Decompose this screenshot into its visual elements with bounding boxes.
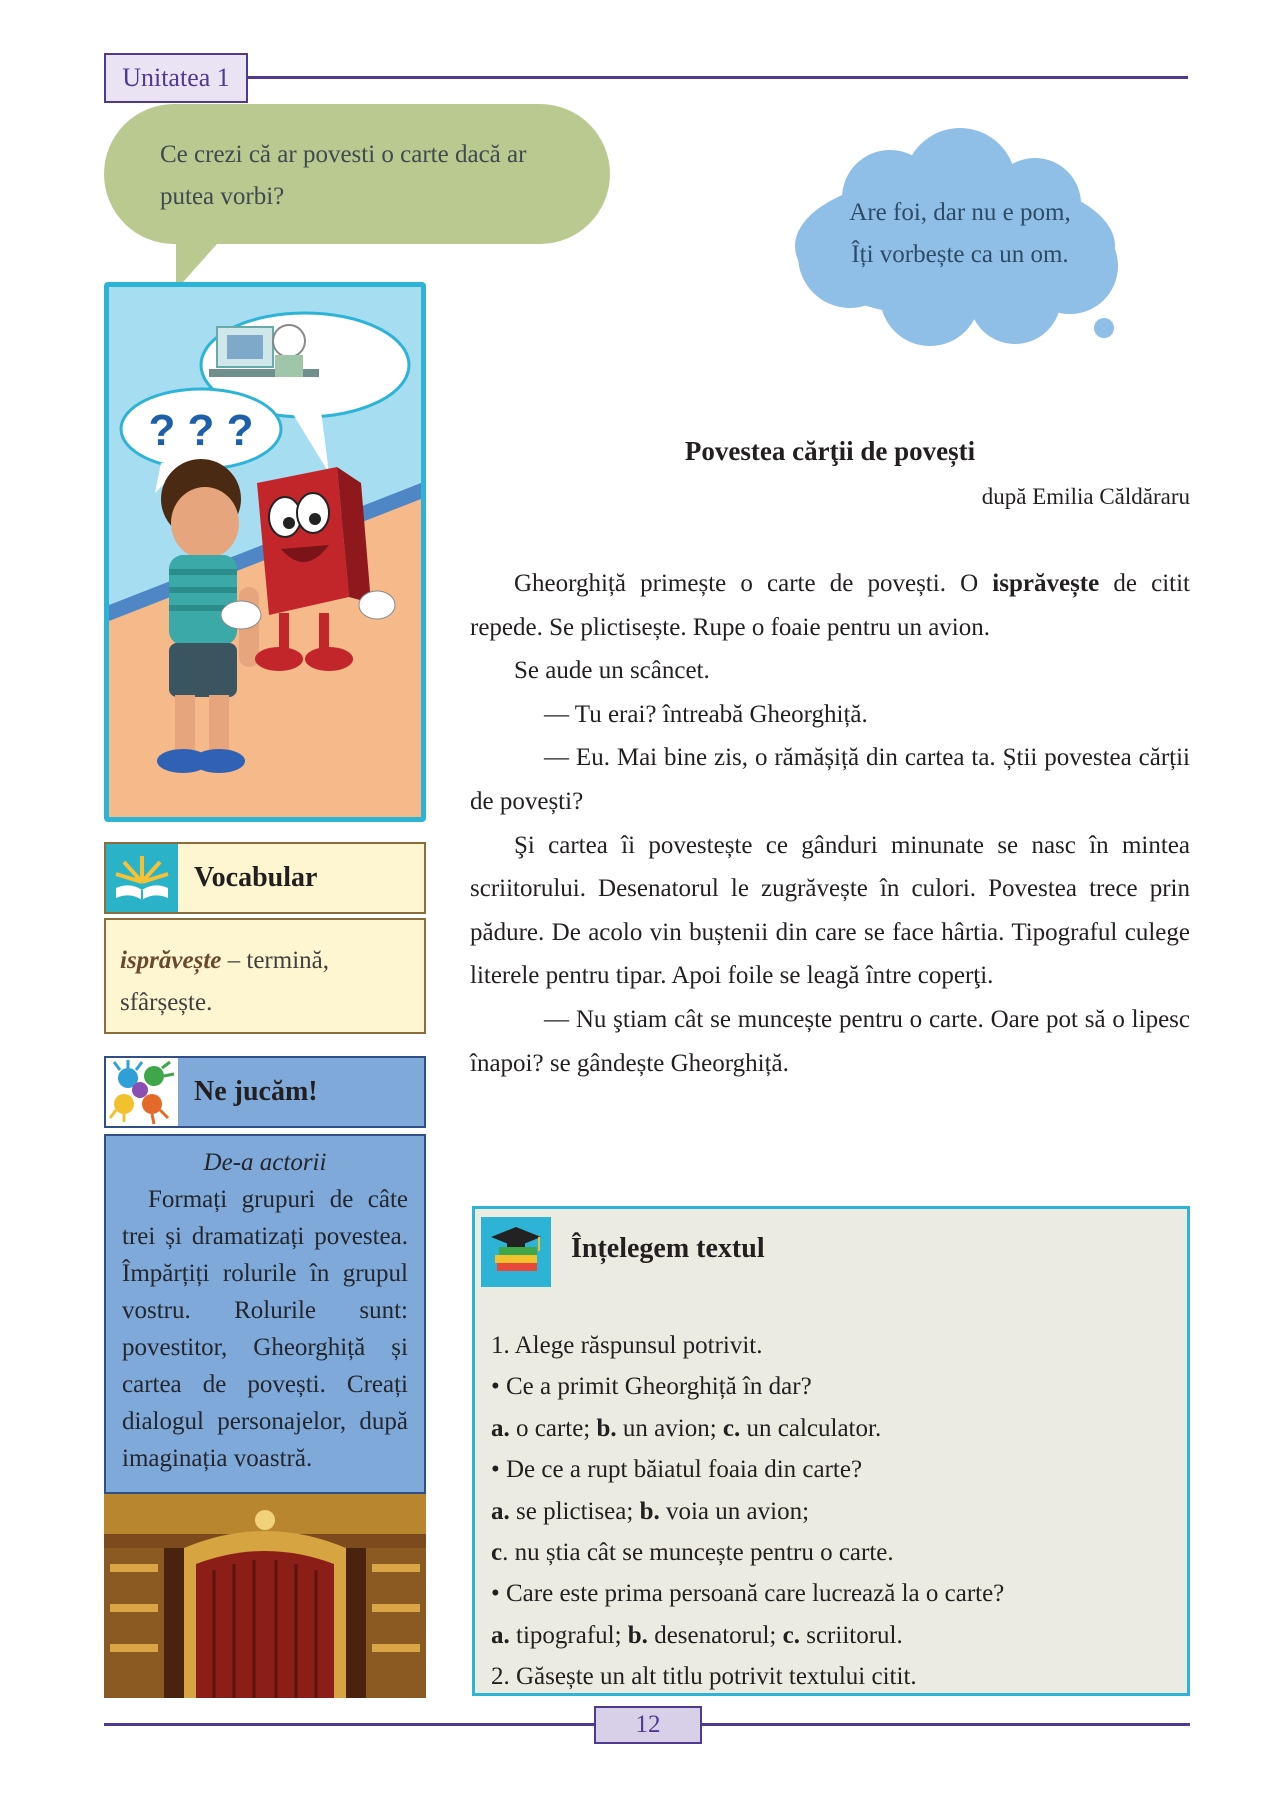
vocabulary-header bbox=[104, 842, 426, 914]
speech-bubble bbox=[104, 104, 610, 244]
question-marks: ? ? ? bbox=[148, 406, 254, 455]
answer-letter: c bbox=[491, 1539, 503, 1567]
unit-label: Unitatea 1 bbox=[122, 63, 230, 92]
story-text-run: de citit repede. Se plictisește. Rupe o foaie pentru un avion. bbox=[470, 570, 1190, 641]
story-dialog-line: — Eu. Mai bine zis, o rămășiță din cartea ta. Știi povestea cărții de povești? bbox=[470, 744, 1190, 815]
riddle-line-1: Are foi, dar nu e pom, bbox=[849, 199, 1071, 226]
answer-text: o carte; bbox=[509, 1414, 597, 1442]
story-author: după Emilia Căldăraru bbox=[981, 484, 1190, 509]
answer-text: scriitorul. bbox=[799, 1621, 903, 1649]
question-1a: • Ce a primit Gheorghiță în dar? bbox=[491, 1373, 812, 1401]
answer-letter: a. bbox=[491, 1414, 510, 1442]
question-1b: • De ce a rupt băiatul foaia din carte? bbox=[491, 1456, 863, 1484]
answer-text: desenatorul; bbox=[647, 1621, 783, 1649]
game-body bbox=[104, 1134, 426, 1494]
speech-bubble-text: Ce crezi că ar povesti o carte dacă ar putea vorbi? bbox=[160, 141, 527, 210]
answer-text: un calculator. bbox=[740, 1414, 882, 1442]
top-rule bbox=[248, 76, 1188, 79]
answer-letter: c. bbox=[722, 1414, 741, 1442]
answer-letter: b. bbox=[627, 1621, 648, 1649]
game-header bbox=[104, 1056, 426, 1128]
game-title: Ne jucăm! bbox=[194, 1076, 318, 1107]
answer-letter: a. bbox=[491, 1497, 510, 1525]
colorful-hands-icon bbox=[106, 1058, 178, 1126]
vocabulary-definition: – termină, sfârșește. bbox=[120, 947, 329, 1016]
answer-text: voia un avion; bbox=[659, 1497, 810, 1525]
answer-letter: b. bbox=[596, 1414, 617, 1442]
question-1: 1. Alege răspunsul potrivit. bbox=[491, 1332, 763, 1359]
book-sunrise-icon bbox=[106, 844, 178, 912]
story-bold-word: isprăvește bbox=[992, 570, 1100, 597]
game-subtitle: De-a actorii bbox=[203, 1149, 327, 1176]
answer-letter: b. bbox=[639, 1497, 660, 1525]
answer-text: . nu știa cât se muncește pentru o carte. bbox=[502, 1539, 894, 1567]
answer-text: un avion; bbox=[616, 1414, 723, 1442]
vocabulary-term: isprăvește bbox=[120, 947, 222, 974]
graduation-books-icon bbox=[481, 1217, 551, 1287]
unit-badge bbox=[104, 53, 248, 103]
vocabulary-title: Vocabular bbox=[194, 862, 318, 893]
boy-and-book-illustration bbox=[104, 282, 426, 822]
page-number bbox=[594, 1706, 702, 1744]
answers-1b bbox=[491, 1491, 1181, 1532]
answers-1c bbox=[491, 1615, 1181, 1656]
comprehension-questions bbox=[491, 1325, 1181, 1698]
theater-stage-image bbox=[104, 1494, 426, 1698]
answer-letter: c. bbox=[782, 1621, 800, 1649]
story-dialog-line: — Tu erai? întreabă Gheorghiță. bbox=[544, 700, 868, 728]
story-title: Povestea cărţii de povești bbox=[684, 436, 976, 466]
answer-letter: a. bbox=[491, 1621, 510, 1649]
story-dialog-line: — Nu ştiam cât se muncește pentru o carte. Oare pot să o lipesc înapoi? se gândește Gheorghiță. bbox=[470, 1005, 1190, 1077]
comprehension-box bbox=[472, 1206, 1190, 1696]
story-paragraph bbox=[470, 562, 1190, 649]
story-paragraph: Se aude un scâncet. bbox=[514, 657, 710, 685]
answer-text: tipograful; bbox=[509, 1621, 628, 1649]
answers-1b-c bbox=[491, 1532, 1181, 1573]
answer-text: se plictisea; bbox=[509, 1497, 640, 1525]
riddle-line-2: Îți vorbește ca un om. bbox=[851, 241, 1069, 268]
illustration-drawing bbox=[109, 287, 421, 817]
comprehension-title: Înțelegem textul bbox=[571, 1233, 765, 1264]
game-text: Formați grupuri de câte trei și dramatizați povestea. Împărțiți rolurile în grupul vostru. Rolurile sunt: povestitor, Gheorghiță și cartea de povești. Creați dialogul personajelor, după imaginația voastră. bbox=[122, 1186, 408, 1472]
answers-1a bbox=[491, 1408, 1181, 1449]
question-1c: • Care este prima persoană care lucrează la o carte? bbox=[491, 1580, 1005, 1608]
riddle-text bbox=[810, 192, 1110, 276]
page-number-text: 12 bbox=[635, 1711, 661, 1738]
vocabulary-body bbox=[104, 918, 426, 1034]
story-text bbox=[470, 562, 1190, 1085]
question-2: 2. Găsește un alt titlu potrivit textului citit. bbox=[491, 1663, 917, 1691]
story-text-run: Gheorghiță primește o carte de povești. O bbox=[514, 570, 993, 597]
story-paragraph: Şi cartea îi povestește ce gânduri minunate se nasc în mintea scriitorului. Desenatorul le zugrăvește în culori. Povestea trece prin pădure. De acolo vin buștenii din care se face hârtia. Tipograful culege literele pentru tipar. Apoi foile se leagă între coperţi. bbox=[470, 831, 1190, 990]
